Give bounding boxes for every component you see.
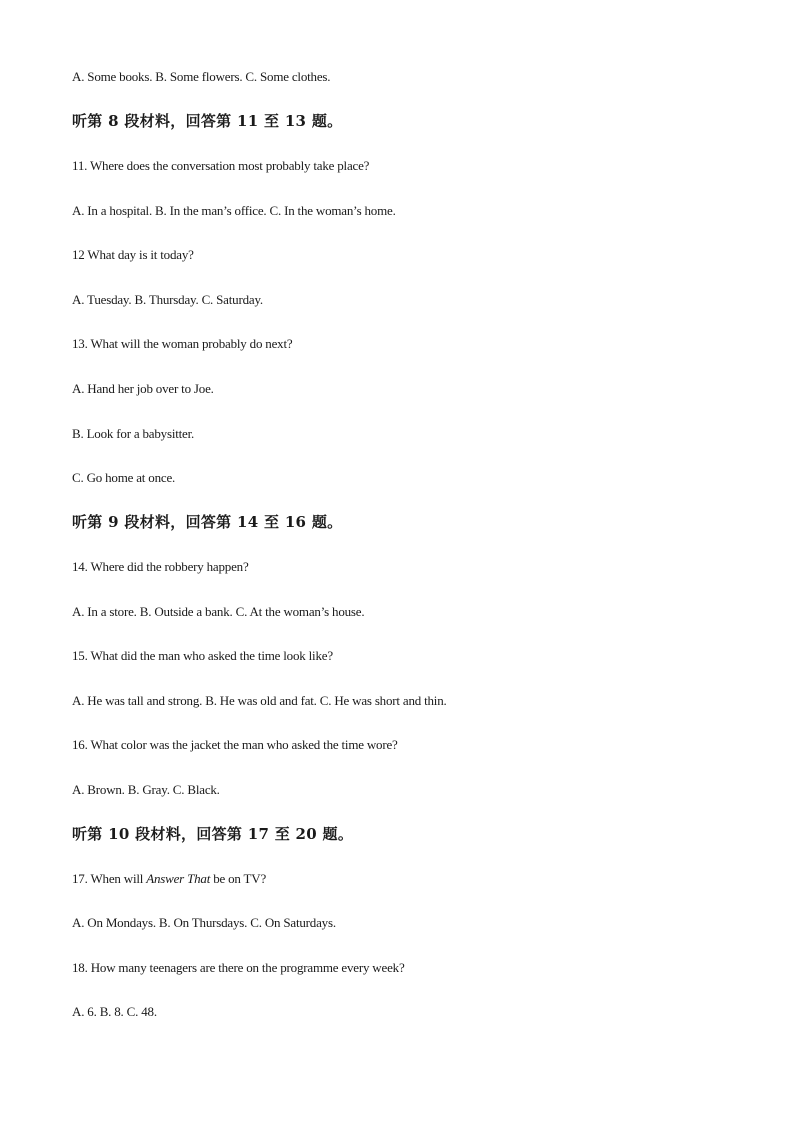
- question-17-suffix: be on TV?: [210, 871, 267, 886]
- question-16: 16. What color was the jacket the man who asked the time wore?: [72, 737, 398, 752]
- option-line-q17: A. On Mondays. B. On Thursdays. C. On Saturdays.: [72, 915, 336, 930]
- option-line-q11: A. In a hospital. B. In the man’s office. C. In the woman’s home.: [72, 203, 396, 218]
- question-17: [72, 871, 266, 887]
- section-heading-9: 听第 9 段材料，回答第 14 至 16 题。: [72, 513, 343, 531]
- question-12: 12 What day is it today?: [72, 247, 194, 262]
- question-14: 14. Where did the robbery happen?: [72, 559, 249, 574]
- option-a-q13: A. Hand her job over to Joe.: [72, 381, 214, 396]
- question-15: 15. What did the man who asked the time look like?: [72, 648, 333, 663]
- programme-title: Answer That: [146, 871, 211, 886]
- option-b-q13: B. Look for a babysitter.: [72, 426, 195, 441]
- option-line-q15: A. He was tall and strong. B. He was old and fat. C. He was short and thin.: [72, 693, 447, 708]
- question-17-prefix: 17. When will: [72, 871, 147, 886]
- option-c-q13: C. Go home at once.: [72, 470, 176, 485]
- option-line-q18: A. 6. B. 8. C. 48.: [72, 1004, 157, 1019]
- option-line-q10: A. Some books. B. Some flowers. C. Some clothes.: [72, 69, 331, 84]
- option-line-q16: A. Brown. B. Gray. C. Black.: [72, 782, 220, 797]
- section-heading-8: 听第 8 段材料，回答第 11 至 13 题。: [72, 112, 343, 130]
- question-11: 11. Where does the conversation most probably take place?: [72, 158, 370, 173]
- question-13: 13. What will the woman probably do next?: [72, 336, 293, 351]
- option-line-q12: A. Tuesday. B. Thursday. C. Saturday.: [72, 292, 263, 307]
- option-line-q14: A. In a store. B. Outside a bank. C. At the woman’s house.: [72, 604, 365, 619]
- question-18: 18. How many teenagers are there on the programme every week?: [72, 960, 405, 975]
- section-heading-10: 听第 10 段材料，回答第 17 至 20 题。: [72, 825, 354, 843]
